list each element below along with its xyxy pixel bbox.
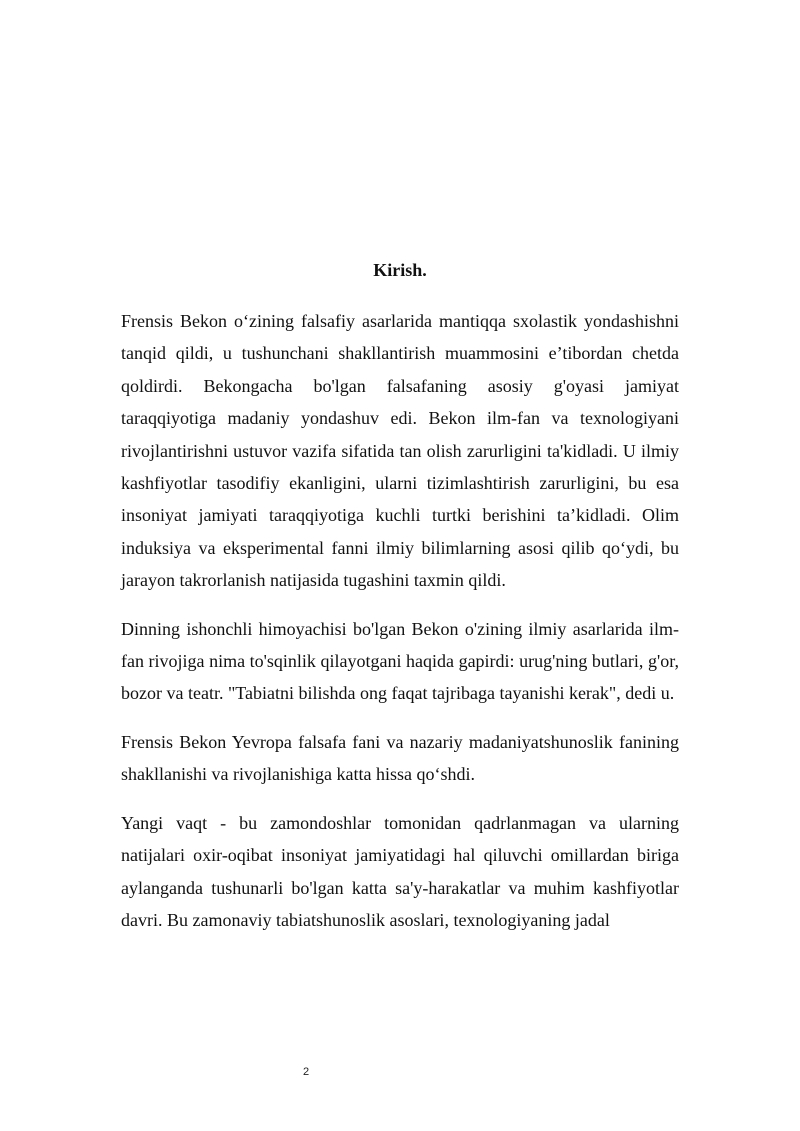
paragraph-4: Yangi vaqt - bu zamondoshlar tomonidan qadrlanmagan va ularning natijalari oxir-oqibat insoniyat jamiyatidagi hal qiluvchi omillardan biriga aylanganda tushunarli bo'lgan katta sa'y-harakatlar va muhim kashfiyotlar davri. Bu zamonaviy tabiatshunoslik asoslari, texnologiyaning jadal (121, 812, 679, 930)
section-heading: Kirish. (373, 260, 427, 280)
page-number: 2 (302, 1066, 310, 1078)
paragraph-3: Frensis Bekon Yevropa falsafa fani va nazariy madaniyatshunoslik fanining shakllanishi va rivojlanishiga katta hissa qo‘shdi. (121, 731, 679, 785)
document-body (121, 305, 679, 936)
paragraph-2: Dinning ishonchli himoyachisi bo'lgan Bekon o'zining ilmiy asarlarida ilm-fan rivojiga nima to'sqinlik qilayotgani haqida gapirdi: urug'ning butlari, g'or, bozor va teatr. "Tabiatni bilishda ong faqat tajribaga tayanishi kerak", dedi u. (121, 618, 679, 704)
paragraph-1: Frensis Bekon o‘zining falsafiy asarlarida mantiqqa sxolastik yondashishni tanqid qildi, u tushunchani shakllantirish muammosini e’tibordan chetda qoldirdi. Bekongacha bo'lgan falsafaning asosiy g'oyasi jamiyat taraqqiyotiga madaniy yondashuv edi. Bekon ilm-fan va texnologiyani rivojlantirishni ustuvor vazifa sifatida tan olish zarurligini ta'kidladi. U ilmiy kashfiyotlar tasodifiy ekanligini, ularni tizimlashtirish zarurligini, bu esa insoniyat jamiyati taraqqiyotiga kuchli turtki berishini ta’kidladi. Olim induksiya va eksperimental fanni ilmiy bilimlarning asosi qilib qo‘ydi, bu jarayon takrorlanish natijasida tugashini taxmin qildi. (121, 311, 679, 591)
